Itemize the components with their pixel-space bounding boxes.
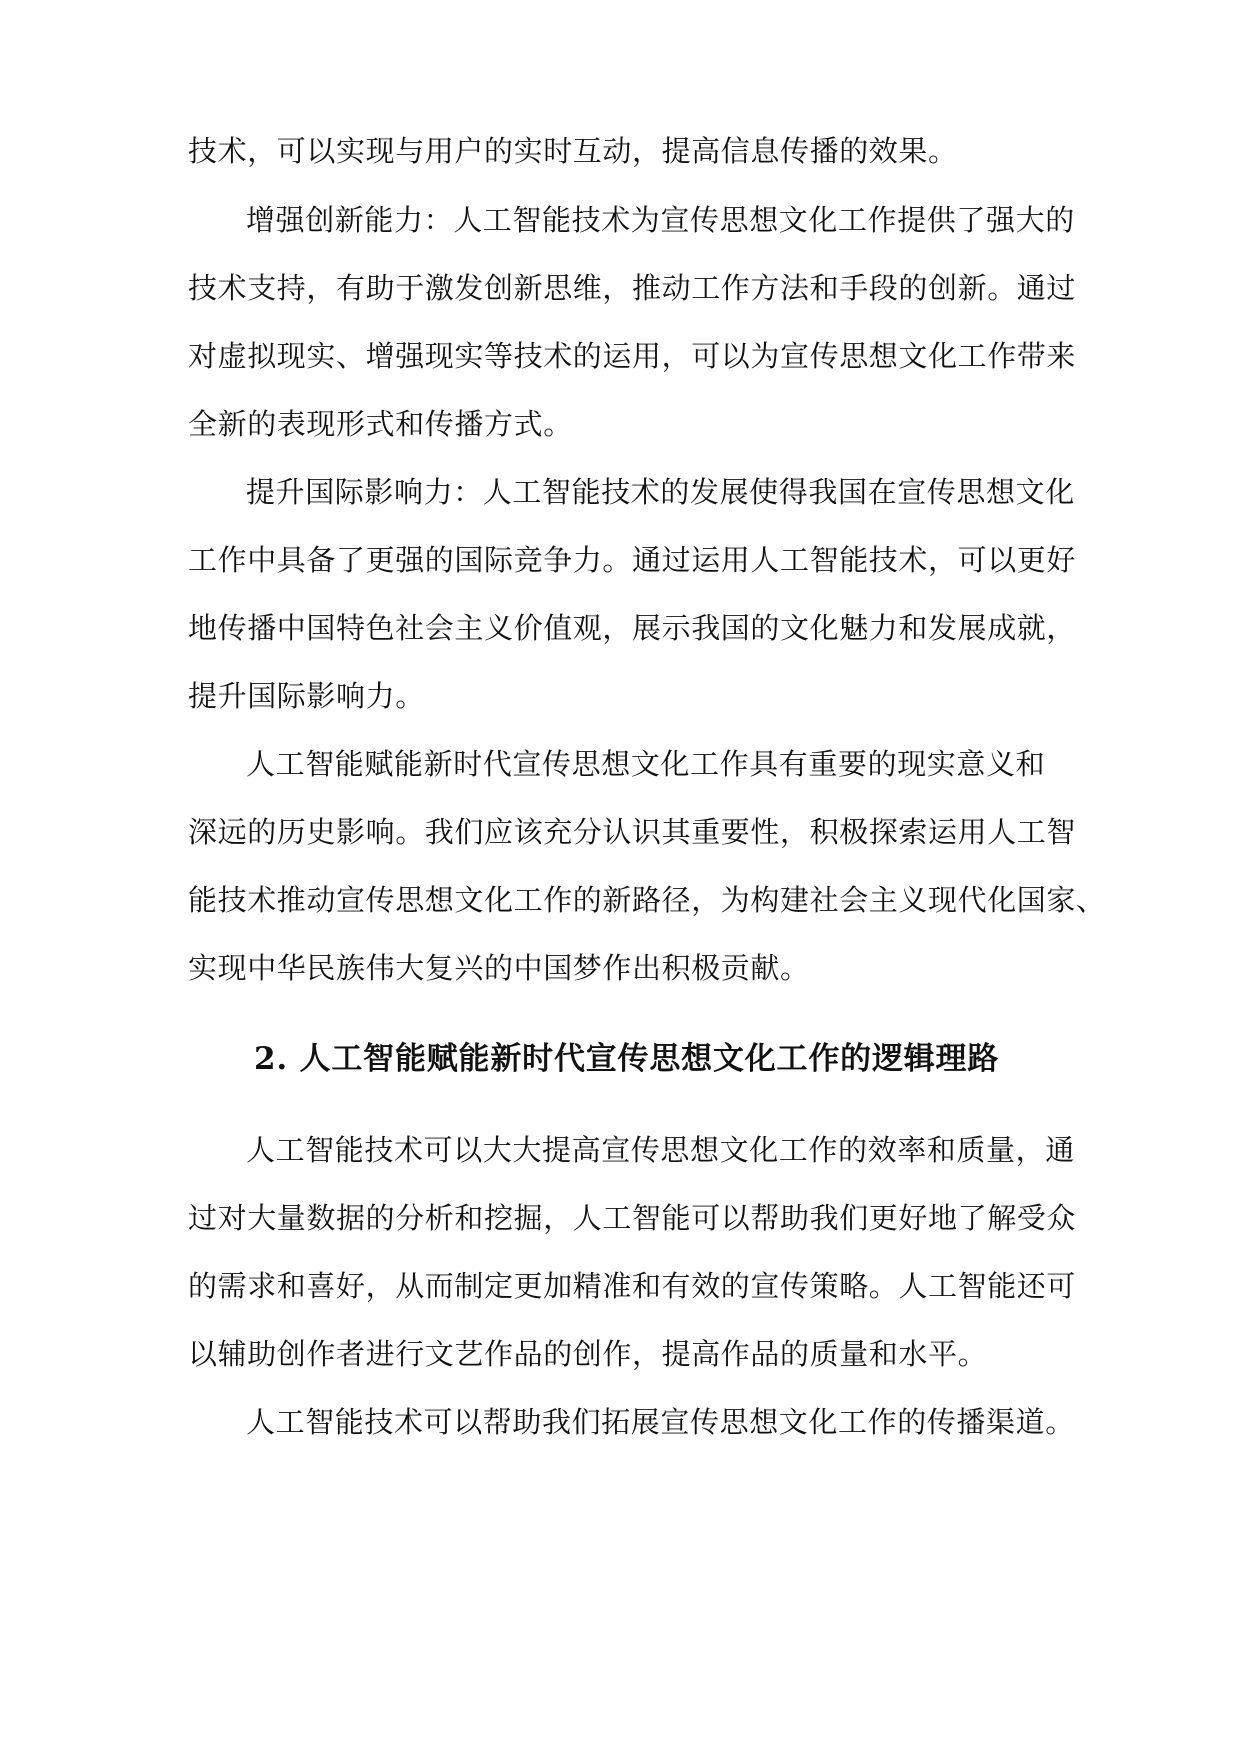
text-line: 提升国际影响力：人工智能技术的发展使得我国在宣传思想文化 — [246, 475, 1075, 509]
text-line: 技术，可以实现与用户的实时互动，提高信息传播的效果。 — [188, 134, 958, 168]
text-line: 过对大量数据的分析和挖掘，人工智能可以帮助我们更好地了解受众 — [188, 1201, 1077, 1235]
text-line: 人工智能技术可以大大提高宣传思想文化工作的效率和质量，通 — [246, 1133, 1075, 1167]
text-line: 能技术推动宣传思想文化工作的新路径，为构建社会主义现代化国家、 — [188, 883, 1106, 917]
text-line: 的需求和喜好，从而制定更加精准和有效的宣传策略。人工智能还可 — [188, 1269, 1077, 1303]
text-line: 人工智能技术可以帮助我们拓展宣传思想文化工作的传播渠道。 — [246, 1405, 1075, 1439]
text-line: 对虚拟现实、增强现实等技术的运用，可以为宣传思想文化工作带来 — [188, 339, 1077, 373]
text-line: 提升国际影响力。 — [188, 679, 425, 713]
text-line: 增强创新能力：人工智能技术为宣传思想文化工作提供了强大的 — [246, 203, 1075, 237]
text-line: 工作中具备了更强的国际竞争力。通过运用人工智能技术，可以更好 — [188, 543, 1077, 577]
text-line: 全新的表现形式和传播方式。 — [188, 407, 573, 441]
text-line: 深远的历史影响。我们应该充分认识其重要性，积极探索运用人工智 — [188, 815, 1077, 849]
text-line: 人工智能赋能新时代宣传思想文化工作具有重要的现实意义和 — [246, 747, 1046, 781]
text-line: 实现中华民族伟大复兴的中国梦作出积极贡献。 — [188, 951, 810, 985]
section-heading: 2. 人工智能赋能新时代宣传思想文化工作的逻辑理路 — [254, 1041, 1000, 1077]
text-line: 以辅助创作者进行文艺作品的创作，提高作品的质量和水平。 — [188, 1337, 988, 1371]
text-line: 技术支持，有助于激发创新思维，推动工作方法和手段的创新。通过 — [188, 271, 1077, 305]
text-line: 地传播中国特色社会主义价值观，展示我国的文化魅力和发展成就， — [188, 611, 1077, 645]
